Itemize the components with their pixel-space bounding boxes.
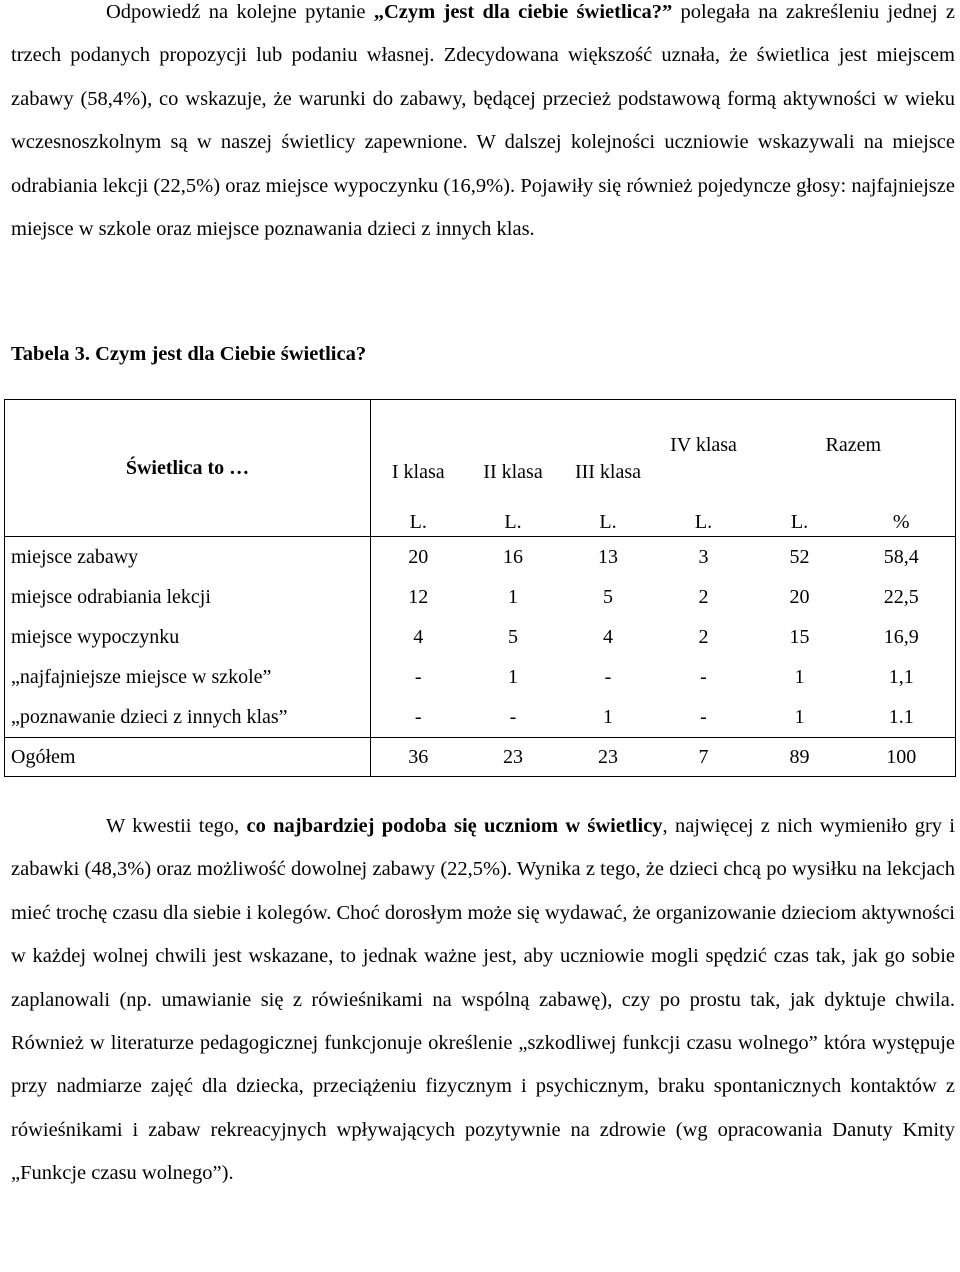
cell: 1 — [508, 665, 518, 688]
subheader: L. — [371, 494, 466, 537]
cell: 1 — [794, 705, 805, 728]
cell: - — [700, 705, 707, 728]
table-row — [5, 657, 956, 697]
total-cell: 100 — [848, 738, 956, 777]
row-label: miejsce zabawy — [11, 545, 139, 568]
cell: 1 — [794, 665, 805, 688]
col-header-5: Razem — [825, 433, 882, 456]
col-header-1: I klasa — [371, 400, 466, 495]
table-header-row — [5, 400, 956, 495]
cell: 16,9 — [883, 625, 919, 648]
table-title: Świetlica to … — [125, 456, 250, 479]
cell: 20 — [789, 585, 810, 608]
cell: 12 — [371, 577, 466, 617]
paragraph-favorites-emphasis: co najbardziej podoba się uczniom w świetlicy — [246, 815, 663, 837]
subheader: L. — [790, 511, 809, 533]
cell: 15 — [789, 625, 810, 648]
cell: 58,4 — [883, 545, 919, 568]
row-label: miejsce odrabiania lekcji — [11, 585, 211, 608]
total-cell: 89 — [752, 738, 848, 777]
col-header-3: III klasa — [574, 461, 642, 483]
total-cell: 23 — [466, 738, 561, 777]
cell: 1 — [508, 585, 518, 608]
cell: 4 — [603, 625, 613, 648]
row-label: miejsce wypoczynku — [11, 625, 180, 648]
paragraph-favorites-body: , najwięcej z nich wymieniło gry i zabawki (48,3%) oraz możliwość dowolnej zabawy (22,5%). Wynika z tego, że dzieci chcą po wysiłku na lekcjach mieć trochę czasu dla siebie i kolegów. Choć dorosłym może się wydawać, że organizowanie dzieciom aktywności w każdej wolnej chwili jest wskazane, to jednak ważne jest, aby uczniowie mogli spędzić czas tak, jak go sobie zaplanowali (np. umawianie się z rówieśnikami na wspólną zabawę), czy po prostu tak, jak dyktuje chwila. Również w literaturze pedagogicznej funkcjonuje określenie „szkodliwej funkcji czasu wolnego” która występuje przy nadmiarze zajęć dla dziecka, przeciążeniu fizycznym i psychicznym, braku spontanicznych kontaktów z rówieśnikami i zabaw rekreacyjnych wpływających pozytywnie na zdrowie (wg opracowania Danuty Kmity „Funkcje czasu wolnego”). — [11, 815, 955, 1185]
subheader: L. — [694, 511, 713, 533]
cell: - — [371, 657, 466, 697]
row-label: „najfajniejsze miejsce w szkole” — [11, 665, 272, 688]
cell: 5 — [508, 625, 518, 648]
cell: 22,5 — [883, 585, 919, 608]
paragraph-intro-question: „Czym jest dla ciebie świetlica?” — [373, 1, 673, 23]
row-label: „poznawanie dzieci z innych klas” — [11, 705, 288, 728]
cell: - — [700, 665, 707, 688]
cell: 1,1 — [888, 665, 914, 688]
subheader: L. — [504, 511, 522, 533]
total-cell: 36 — [371, 738, 466, 777]
cell: 52 — [789, 545, 810, 568]
table-row — [5, 617, 956, 657]
table-caption: Tabela 3. Czym jest dla Ciebie świetlica? — [11, 343, 367, 365]
subheader: % — [892, 511, 910, 533]
cell: 4 — [371, 617, 466, 657]
cell: 3 — [698, 545, 709, 568]
cell: 1 — [603, 705, 613, 728]
col-header-2: II klasa — [483, 461, 543, 483]
total-label: Ogółem — [5, 738, 371, 777]
cell: - — [509, 705, 517, 728]
subheader: L. — [599, 511, 617, 533]
cell: - — [371, 697, 466, 738]
cell: 2 — [698, 625, 709, 648]
paragraph-intro-pre: Odpowiedź na kolejne pytanie — [106, 1, 374, 23]
col-header-4: IV klasa — [670, 433, 737, 456]
cell: 1.1 — [888, 705, 914, 728]
cell: 20 — [371, 537, 466, 578]
paragraph-favorites-pre: W kwestii tego, — [106, 815, 247, 837]
total-cell: 7 — [656, 738, 752, 777]
cell: 13 — [598, 545, 618, 568]
cell: 2 — [698, 585, 709, 608]
table-row — [5, 577, 956, 617]
table-row — [5, 697, 956, 738]
paragraph-favorites — [11, 805, 955, 1196]
cell: 5 — [603, 585, 613, 608]
paragraph-intro-body: polegała na zakreśleniu jednej z trzech podanych propozycji lub podaniu własnej. Zdecydowana większość uznała, że świetlica jest miejscem zabawy (58,4%), co wskazuje, że warunki do zabawy, będącej przecież podstawową formą aktywności w wieku wczesnoszkolnym są w naszej świetlicy zapewnione. W dalszej kolejności uczniowie wskazywali na miejsce odrabiania lekcji (22,5%) oraz miejsce wypoczynku (16,9%). Pojawiły się również pojedyncze głosy: najfajniejsze miejsce w szkole oraz miejsce poznawania dzieci z innych klas. — [11, 1, 955, 241]
data-table — [4, 399, 956, 777]
cell: 16 — [503, 545, 523, 568]
table-row — [5, 537, 956, 578]
total-cell: 23 — [561, 738, 656, 777]
cell: - — [604, 665, 612, 688]
paragraph-intro — [11, 0, 955, 251]
table-total-row — [5, 738, 956, 777]
